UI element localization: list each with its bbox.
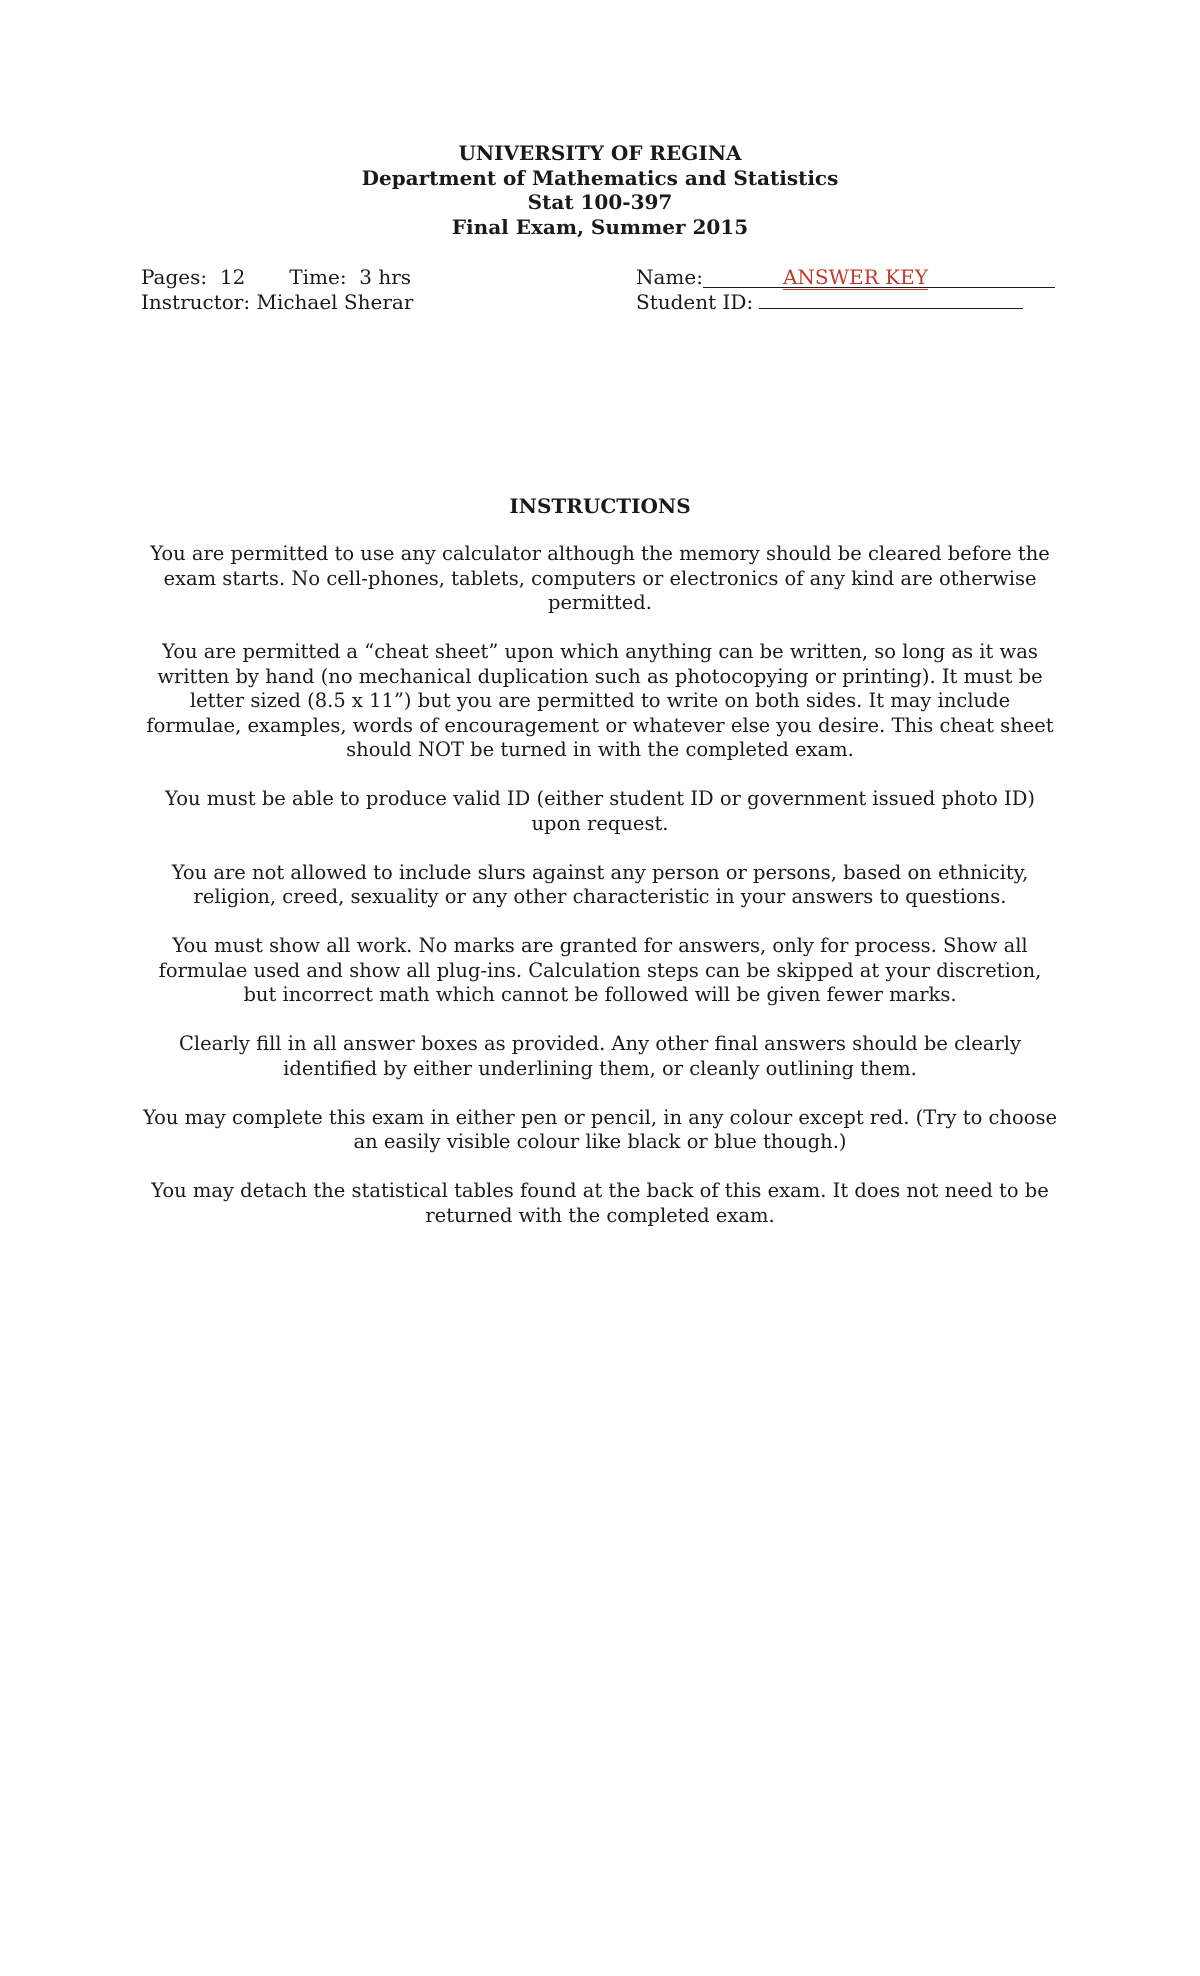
instruction-paragraph: You must be able to produce valid ID (either student ID or government issued photo ID) upon request.	[165, 787, 1035, 835]
exam-title: Final Exam, Summer 2015	[451, 214, 749, 239]
student-id-label: Student ID:	[636, 290, 754, 314]
name-row	[636, 265, 1055, 290]
name-field[interactable]	[703, 267, 1055, 288]
instruction-paragraph: You may complete this exam in either pen or pencil, in any colour except red. (Try to choose an easily visible colour like black or blue though.)	[142, 1105, 1058, 1153]
student-id-row	[636, 290, 1055, 315]
time-label: Time: 3 hrs	[289, 265, 412, 289]
university-name: UNIVERSITY OF REGINA	[458, 141, 742, 165]
exam-meta-right	[636, 265, 1055, 315]
instruction-paragraph: You must show all work. No marks are granted for answers, only for process. Show all formulae used and show all plug-ins. Calculation steps can be skipped at your discretion, but incorrect math which cannot be followed will be given fewer marks.	[158, 934, 1042, 1006]
instruction-paragraph: You are not allowed to include slurs against any person or persons, based on ethnicity, religion, creed, sexuality or any other characteristic in your answers to questions.	[171, 860, 1029, 908]
student-id-field[interactable]	[759, 290, 1023, 309]
instruction-paragraph: Clearly fill in all answer boxes as provided. Any other final answers should be clearly identified by either underlining them, or cleanly outlining them.	[178, 1032, 1022, 1080]
instructor-label: Instructor: Michael Sherar	[141, 290, 414, 314]
answer-key-text: ANSWER KEY	[782, 265, 928, 289]
instructions-heading: INSTRUCTIONS	[509, 494, 691, 518]
exam-meta-left	[141, 265, 413, 315]
pages-label: Pages: 12	[141, 265, 246, 289]
department-name: Department of Mathematics and Statistics	[361, 165, 839, 190]
instruction-paragraph: You are permitted to use any calculator although the memory should be cleared before the exam starts. No cell-phones, tablets, computers or electronics of any kind are otherwise permitted.	[150, 542, 1050, 614]
instruction-paragraph: You may detach the statistical tables found at the back of this exam. It does not need to be returned with the completed exam.	[151, 1179, 1049, 1227]
instruction-paragraph: You are permitted a “cheat sheet” upon which anything can be written, so long as it was written by hand (no mechanical duplication such as photocopying or printing). It must be letter sized (8.5 x 11”) but you are permitted to write on both sides. It may include formulae, examples, words of encouragement or whatever else you desire. This cheat sheet should NOT be turned in with the completed exam.	[146, 640, 1054, 761]
instructions-body	[140, 542, 1060, 1253]
pages-time-row	[141, 265, 413, 290]
course-code: Stat 100-397	[527, 190, 673, 214]
name-label: Name:	[636, 265, 703, 289]
exam-title-block	[0, 141, 1200, 239]
